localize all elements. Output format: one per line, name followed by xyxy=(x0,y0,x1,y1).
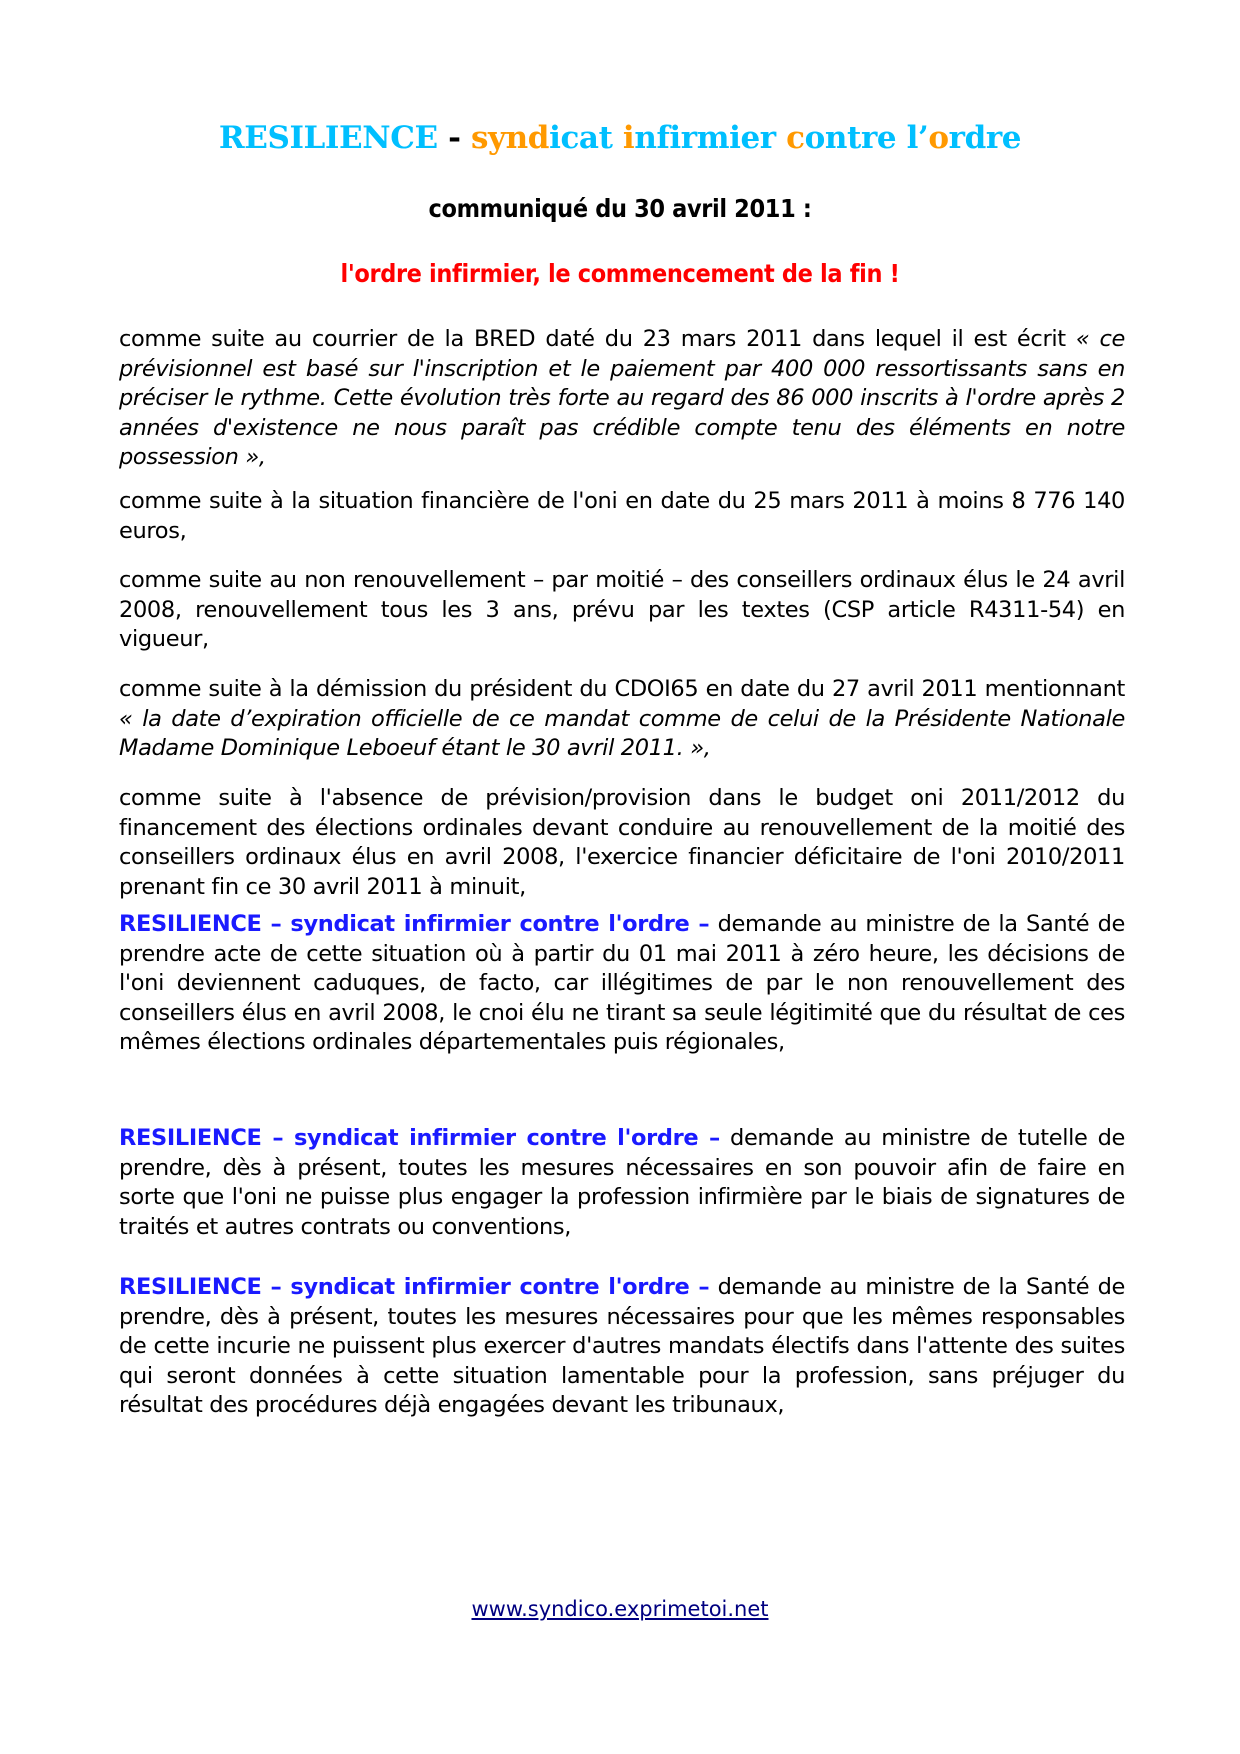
paragraph-tail: , xyxy=(703,735,711,762)
paragraph-intro: comme suite au courrier de la BRED daté du 23 mars 2011 dans lequel il est écrit xyxy=(119,326,1076,352)
document-title xyxy=(0,118,1240,158)
paragraph-demand-tutelle xyxy=(119,1124,1125,1242)
website-link[interactable]: www.syndico.exprimetoi.net xyxy=(471,1597,769,1621)
title-segment: synd xyxy=(470,120,550,156)
brand-name: RESILIENCE – syndicat infirmier contre l'ordre – xyxy=(119,1125,720,1151)
title-segment: nfirmier xyxy=(634,120,787,156)
paragraph-demand-sante xyxy=(119,910,1125,1058)
paragraph-text: demande au ministre de tutelle de prendre, dès à présent, toutes les mesures nécessaires en son pouvoir afin de faire en sorte que l'oni ne puisse plus engager la profession infirmière par le biais de signatures de traités et autres contrats ou conventions, xyxy=(119,1125,1125,1240)
paragraph-financial-situation: comme suite à la situation financière de l'oni en date du 25 mars 2011 à moins 8 776 140 euros, xyxy=(119,488,1125,544)
title-segment: i xyxy=(622,120,635,156)
paragraph-text: demande au ministre de la Santé de prendre acte de cette situation où à partir du 01 mai 2011 à zéro heure, les décisions de l'oni deviennent caduques, de facto, car illégitimes de par le non renouvellement des conseillers élus en avril 2008, le cnoi élu ne tirant sa seule légitimité que du résultat de ces mêmes élections ordinales départementales puis régionales, xyxy=(119,911,1125,1056)
headline: l'ordre infirmier, le commencement de la fin ! xyxy=(340,259,900,288)
paragraph-resignation xyxy=(119,675,1125,764)
title-segment: rdre xyxy=(948,120,1022,156)
paragraph-demand-responsables xyxy=(119,1273,1125,1421)
title-segment: - xyxy=(437,120,471,156)
paragraph-tail: , xyxy=(258,444,266,471)
title-segment: RESILIENCE xyxy=(218,120,438,156)
paragraph-bred xyxy=(119,325,1125,473)
paragraph-budget: comme suite à l'absence de prévision/provision dans le budget oni 2011/2012 du financement des élections ordinales devant conduire au renouvellement de la moitié des conseillers ordinaux élus en avril 2008, l'exercice financier déficitaire de l'oni 2010/2011 prenant fin ce 30 avril 2011 à minuit, xyxy=(119,785,1125,900)
quote: « la date d’expiration officielle de ce mandat comme de celui de la Présidente Nationale Madame Dominique Leboeuf étant le 30 avril 2011. » xyxy=(119,705,1125,762)
brand-name: RESILIENCE – syndicat infirmier contre l'ordre – xyxy=(119,1274,710,1300)
title-segment: ontre l’ xyxy=(804,120,929,156)
title-segment: o xyxy=(928,120,949,156)
paragraph-text: demande au ministre de la Santé de prendre, dès à présent, toutes les mesures nécessaires pour que les mêmes responsables de cette incurie ne puissent plus exercer d'autres mandats électifs dans l'attente des suites qui seront données à cette situation lamentable pour la profession, sans préjuger du résultat des procédures déjà engagées devant les tribunaux, xyxy=(119,1274,1125,1419)
communique-date: communiqué du 30 avril 2011 : xyxy=(428,194,812,223)
quote: « ce prévisionnel est basé sur l'inscription et le paiement par 400 000 ressortissants sans en préciser le rythme. Cette évolution très forte au regard des 86 000 inscrits à l'ordre après 2 années d'existence ne nous paraît pas crédible compte tenu des éléments en notre possession » xyxy=(119,326,1125,471)
paragraph-renewal: comme suite au non renouvellement – par moitié – des conseillers ordinaux élus le 24 avril 2008, renouvellement tous les 3 ans, prévu par les textes (CSP article R4311-54) en vigueur, xyxy=(119,567,1125,653)
paragraph-intro: comme suite à la démission du président du CDOI65 en date du 27 avril 2011 mentionnant xyxy=(119,676,1125,702)
footer xyxy=(0,1595,1240,1623)
title-segment: c xyxy=(786,120,805,156)
title-segment: icat xyxy=(549,120,623,156)
brand-name: RESILIENCE – syndicat infirmier contre l'ordre – xyxy=(119,911,710,937)
